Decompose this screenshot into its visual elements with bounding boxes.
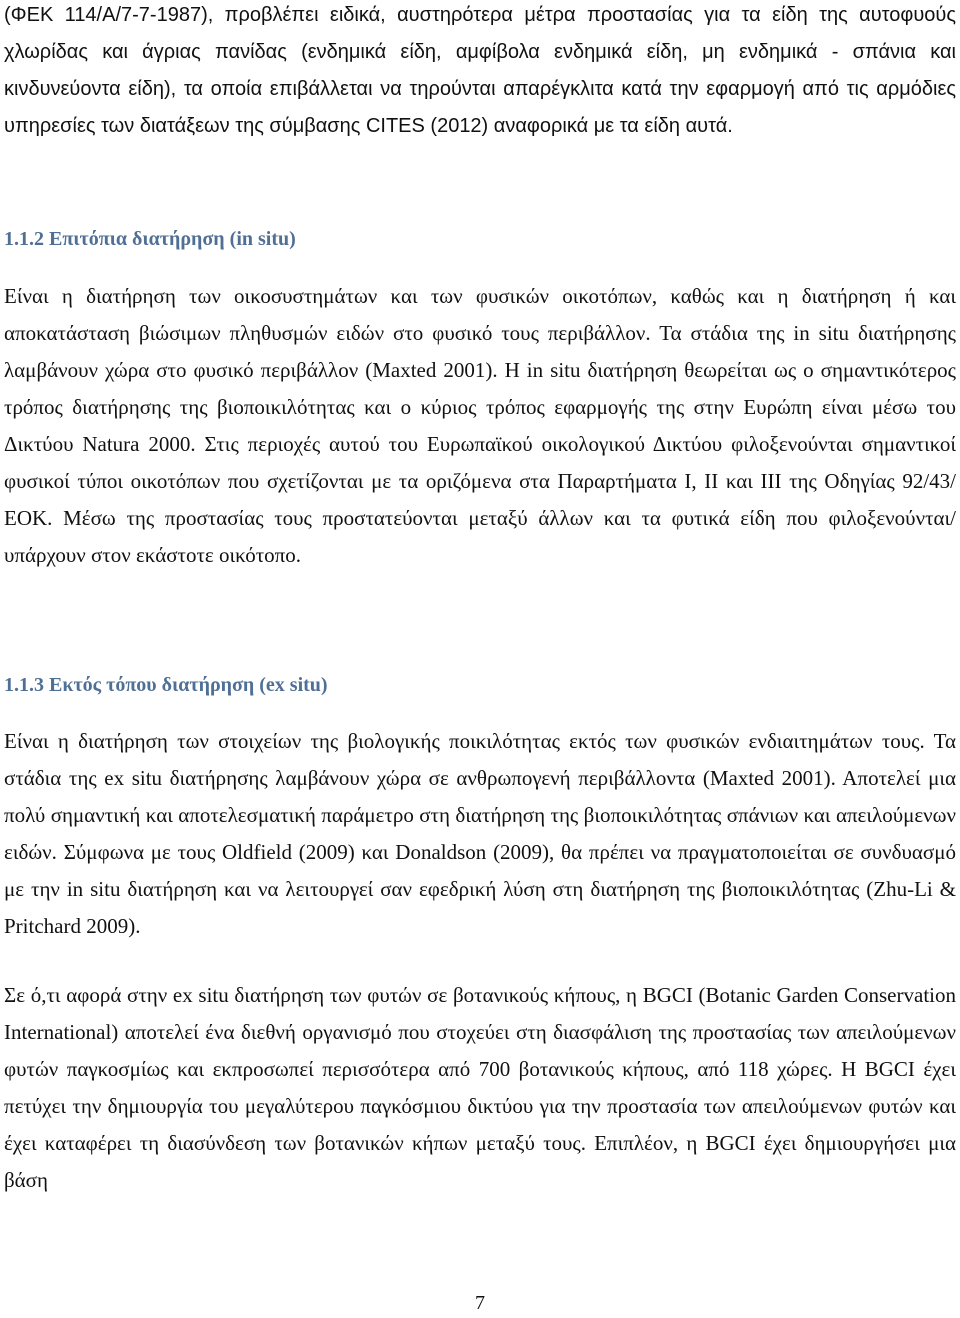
- section-number: 1.1.3: [4, 674, 44, 696]
- section-number: 1.1.2: [4, 228, 44, 250]
- section-heading-in-situ: [4, 228, 296, 251]
- section-title: Επιτόπια διατήρηση (in situ): [49, 228, 296, 250]
- intro-paragraph: (ΦΕΚ 114/Α/7-7-1987), προβλέπει ειδικά, αυστηρότερα μέτρα προστασίας για τα είδη της αυτοφυούς χλωρίδας και άγριας πανίδας (ενδημικά είδη, αμφίβολα ενδημικά είδη, μη ενδημικά - σπάνια και κινδυνεύοντα είδη), τα οποία επιβάλλεται να τηρούνται απαρέγκλιτα κατά την εφαρμογή από τις αρμόδιες υπηρεσίες των διατάξεων της σύμβασης CITES (2012) αναφορικά με τα είδη αυτά.: [4, 4, 956, 137]
- in-situ-paragraph: Είναι η διατήρηση των οικοσυστημάτων και των φυσικών οικοτόπων, καθώς και η διατήρηση ή και αποκατάσταση βιώσιμων πληθυσμών ειδών στο φυσικό τους περιβάλλον. Τα στάδια της in situ διατήρησης λαμβάνουν χώρα στο φυσικό περιβάλλον (Maxted 2001). Η in situ διατήρηση θεωρείται ως ο σημαντικότερος τρόπος διατήρησης της βιοποικιλότητας και ο κύριος τρόπος εφαρμογής της στην Ευρώπη είναι μέσω του Δικτύου Natura 2000. Στις περιοχές αυτού του Ευρωπαϊκού οικολογικού Δικτύου φιλοξενούνται σημαντικοί φυσικοί τύποι οικοτόπων που σχετίζονται με τα οριζόμενα στα Παραρτήματα Ι, ΙΙ και ΙΙΙ της Οδηγίας 92/43/ΕΟΚ. Μέσω της προστασίας τους προστατεύονται μεταξύ άλλων και τα φυτικά είδη που φιλοξενούνται/υπάρχουν στον εκάστοτε οικότοπο.: [4, 284, 956, 567]
- section-heading-ex-situ: [4, 674, 328, 697]
- ex-situ-paragraph: Είναι η διατήρηση των στοιχείων της βιολογικής ποικιλότητας εκτός των φυσικών ενδιαιτημάτων τους. Τα στάδια της ex situ διατήρησης λαμβάνουν χώρα σε ανθρωπογενή περιβάλλοντα (Maxted 2001). Αποτελεί μια πολύ σημαντική και αποτελεσματική παράμετρο στη διατήρηση της βιοποικιλότητας σπάνιων και απειλούμενων ειδών. Σύμφωνα με τους Oldfield (2009) και Donaldson (2009), θα πρέπει να πραγματοποιείται σε συνδυασμό με την in situ διατήρηση και να λειτουργεί σαν εφεδρική λύση στη διατήρηση της βιοποικιλότητας (Zhu-Li & Pritchard 2009).: [4, 729, 956, 938]
- section-title: Εκτός τόπου διατήρηση (ex situ): [49, 674, 328, 696]
- page-number: 7: [475, 1292, 485, 1314]
- bgci-paragraph: Σε ό,τι αφορά στην ex situ διατήρηση των φυτών σε βοτανικούς κήπους, η BGCI (Botanic Garden Conservation International) αποτελεί ένα διεθνή οργανισμό που στοχεύει στη διασφάλιση της προστασίας των απειλούμενων φυτών παγκοσμίως και εκπροσωπεί περισσότερα από 700 βοτανικούς κήπους, από 118 χώρες. Η BGCI έχει πετύχει την δημιουργία του μεγαλύτερου παγκόσμιου δικτύου για την προστασία των απειλούμενων φυτών και έχει καταφέρει τη διασύνδεση των βοτανικών κήπων μεταξύ τους. Επιπλέον, η BGCI έχει δημιουργήσει μια βάση: [4, 983, 956, 1192]
